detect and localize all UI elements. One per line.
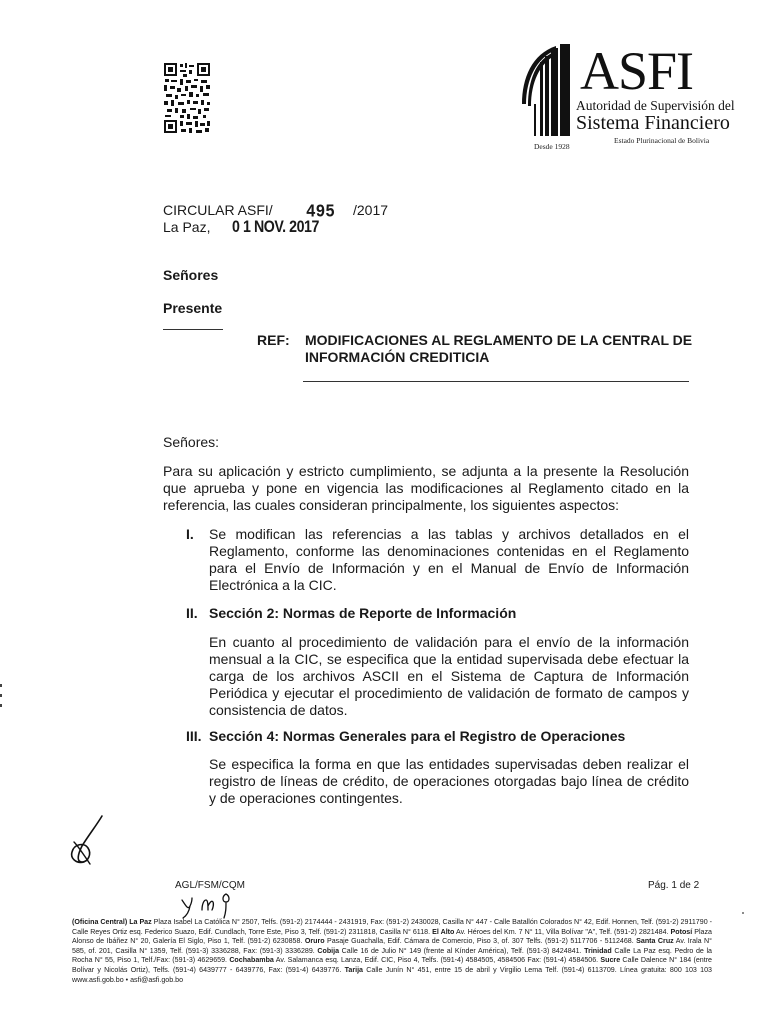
handwritten-initials xyxy=(180,892,240,920)
item-numeral: III. xyxy=(186,728,202,744)
intro-paragraph: Para su aplicación y estricto cumplimiento, se adjunta a la presente la Resolución que aprueba y pone en vigencia las modificaciones al Reglamento citado en la referencia, las cuales consideran principalmente, los siguientes aspectos: xyxy=(163,463,689,513)
item-text: Se especifica la forma en que las entidades supervisadas deben realizar el registro de líneas de crédito, de operaciones otorgadas bajo línea de crédito y de operaciones contingentes. xyxy=(209,756,689,806)
circular-year: /2017 xyxy=(353,202,389,218)
logo-acronym: ASFI xyxy=(580,41,694,101)
footer-office-label: Oruro xyxy=(304,937,325,946)
footer-office-label: Tarija xyxy=(344,965,363,974)
footer-office-label: (Oficina Central) La Paz xyxy=(72,918,152,926)
footer-office-label: Cobija xyxy=(317,946,340,955)
footer-office-label: El Alto xyxy=(432,927,455,936)
footer-office-text: Av. Irala N° 585, of. 201, Casilla N° 1359, Telf. (591-3) 3336288, Fax: (591-3) 3336289. xyxy=(72,937,712,955)
item-numeral: I. xyxy=(186,526,194,542)
footer-office-text: Calle Junín N° 451, entre 15 de abril y Virgilio Lema Telf. (591-4) 6113709. Línea gratuita: 800 103 103 www.asfi.gob.bo • asfi@asfi.gob.bo xyxy=(72,965,712,984)
footer-office-text: Av. Héroes del Km. 7 N° 11, Villa Bolívar "A", Telf. (591-2) 2821484. xyxy=(454,927,671,936)
circular-number: 495 xyxy=(306,201,335,223)
scan-artifact xyxy=(742,912,744,914)
presente-label: Presente xyxy=(163,300,223,316)
footer-office-label: Potosí xyxy=(670,927,693,936)
footer-office-text: Calle La Paz esq. Pedro de la Rocha N° 55, Piso 1, Telf./Fax: (591-3) 4629659. xyxy=(72,946,712,965)
footer-office-label: Sucre xyxy=(600,956,621,965)
reference-code: AGL/FSM/CQM xyxy=(175,880,246,891)
footer-office-text: Calle 16 de Julio N° 149 (frente al Kínder América), Telf. (591-3) 8424841. xyxy=(339,946,585,955)
footer-office-label: Trinidad xyxy=(584,946,612,955)
logo-line-1: Autoridad de Supervisión del xyxy=(576,98,735,113)
asfi-logo xyxy=(518,41,738,156)
item-numeral: II. xyxy=(186,605,198,621)
item-heading: Sección 2: Normas de Reporte de Información xyxy=(209,605,517,621)
footer-office-text: Plaza Isabel La Católica N° 2507, Telfs. (591-2) 2174444 - 2431919, Fax: (591-2) 2430028, Casilla N° 447 - Calle Batallón Colorados N° 42, Edif. Honnen, Telf. (591-2) 2911790 - Calle Reyes Ortiz esq. Federico Suazo, Edif. Cundlach, Torre Este, Piso 3, Telf. (591-2) 2311818, Casilla N° 6118. xyxy=(72,918,712,936)
footer-office-text: Calle Dalence N° 184 (entre Bolívar y Nicolás Ortiz), Telfs. (591-4) 6439777 - 6439776, Fax: (591-4) 6439776. xyxy=(72,956,713,974)
footer-office-text: Pasaje Guachalla, Edif. Cámara de Comercio, Piso 3, of. 307 Telfs. (591-2) 5117706 - 5112468. xyxy=(324,937,637,946)
qr-code-icon xyxy=(163,62,211,134)
item-text: Se modifican las referencias a las tablas y archivos detallados en el Reglamento, conforme las denominaciones contenidas en el Reglamento para el Envío de Información y en el Manual de Envío de Información Electrónica a la CIC. xyxy=(209,526,689,593)
footer-office-label: Santa Cruz xyxy=(636,937,674,946)
circular-label: CIRCULAR ASFI/ xyxy=(163,202,273,218)
logo-since: Desde 1928 xyxy=(534,142,570,151)
ref-subject: MODIFICACIONES AL REGLAMENTO DE LA CENTRAL DE INFORMACIÓN CREDITICIA xyxy=(305,332,693,365)
footer-office-text: Av. Salamanca esq. Lanza, Edif. CIC, Piso 4, Telfs. (591-4) 4584505, 4584506 Fax: (591-4) 4584506. xyxy=(273,956,601,965)
divider xyxy=(303,381,689,382)
logo-line-2: Sistema Financiero xyxy=(576,112,730,134)
ref-label: REF: xyxy=(257,332,290,348)
item-heading: Sección 4: Normas Generales para el Registro de Operaciones xyxy=(209,728,626,744)
footer-office-label: Cochabamba xyxy=(229,956,274,965)
footer-addresses xyxy=(72,918,712,985)
scan-artifact xyxy=(0,682,4,712)
footer-office-text: Plaza Alonso de Ibáñez N° 20, Galería El Siglo, Piso 1, Telf. (591-2) 6230858. xyxy=(72,927,712,946)
greeting: Señores: xyxy=(163,434,220,450)
item-text: En cuanto al procedimiento de validación para el envío de la información mensual a la CIC, se especifica que la entidad supervisada debe efectuar la carga de los archivos ASCII en el Sistema de Captura de Información Periódica y ejecutar el procedimiento de validación de formato de campos y consistencia de datos. xyxy=(209,634,689,718)
divider xyxy=(163,329,223,330)
signature xyxy=(60,812,120,872)
place-label: La Paz, xyxy=(163,219,211,235)
date-stamp: 0 1 NOV. 2017 xyxy=(232,218,319,236)
page-number: Pág. 1 de 2 xyxy=(648,880,700,891)
logo-line-3: Estado Plurinacional de Bolivia xyxy=(614,136,710,145)
asfi-emblem-icon xyxy=(518,44,578,144)
addressee: Señores xyxy=(163,267,219,283)
